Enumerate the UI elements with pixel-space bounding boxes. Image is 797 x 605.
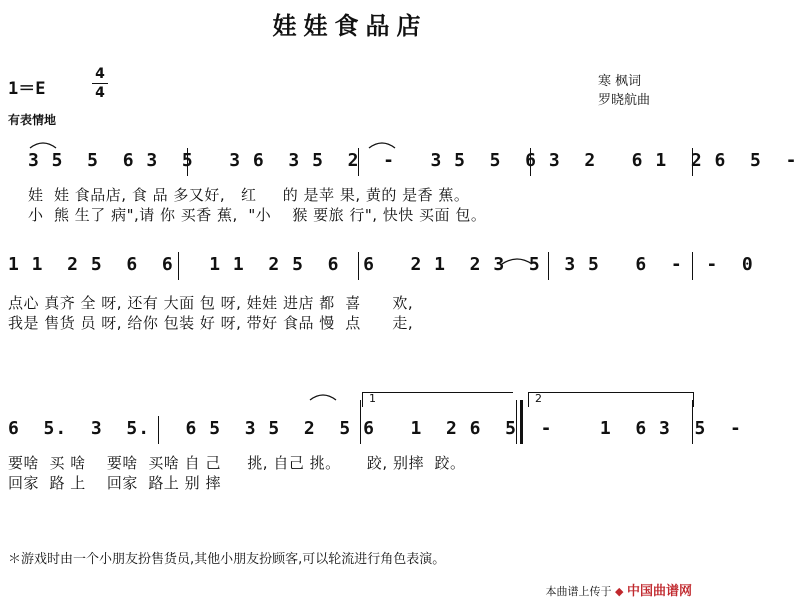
- time-signature-bottom: 4: [95, 85, 105, 101]
- page-title: 娃娃食品店: [272, 12, 428, 40]
- barline: [548, 252, 549, 280]
- lyric-verse-1: 娃 娃 食品店, 食 品 多又好, 红 的 是苹 果, 黄的 是香 蕉。: [28, 186, 470, 204]
- score-line-3: [0, 386, 742, 496]
- lyric-verse-2: 回家 路 上 回家 路上 别 摔: [8, 474, 221, 492]
- score-line-2: [0, 246, 754, 336]
- notation-line: 6 5. 3 5. 6 5 3 5 2 5 6 1 2 6 5 - 1 6 3 5 -: [8, 418, 742, 439]
- time-signature-top: 4: [95, 66, 105, 82]
- notation-line: 3 5 5 6 3 5 3 6 3 5 2 - 3 5 5 6 3 2 6 1 2 6 5 -: [28, 150, 797, 171]
- volta-bracket-second: [528, 392, 694, 407]
- lyric-verse-1: 要啥 买 啥 要啥 买啥 自 己 挑, 自己 挑。 跤, 别摔 跤。: [8, 454, 466, 472]
- composer-credit: 罗晓航曲: [598, 93, 651, 108]
- lyricist-credit: 寒 枫词: [598, 74, 642, 89]
- volta-bracket-first: [362, 392, 513, 407]
- repeat-barline: [516, 400, 517, 444]
- barline: [692, 400, 693, 444]
- barline: [360, 400, 361, 444]
- time-signature-divider: [92, 83, 108, 84]
- footnote: ＊游戏时由一个小朋友扮售货员,其他小朋友扮顾客,可以轮流进行角色表演。: [8, 552, 446, 567]
- barline: [692, 252, 693, 280]
- lyric-verse-1: 点心 真齐 全 呀, 还有 大面 包 呀, 娃娃 进店 都 喜 欢,: [8, 294, 414, 312]
- source-prefix: 本曲谱上传于: [545, 585, 612, 598]
- barline: [358, 148, 359, 176]
- score-line-1: [0, 140, 797, 230]
- barline: [530, 148, 531, 176]
- slur-mark: [308, 390, 338, 402]
- slur-mark: [28, 138, 58, 150]
- slur-mark: [367, 138, 397, 150]
- barline: [187, 148, 188, 176]
- source-brand[interactable]: 中国曲谱网: [626, 584, 692, 599]
- source-credit: [546, 580, 692, 599]
- volta-label-second: 2: [535, 392, 542, 405]
- barline: [178, 252, 179, 280]
- lyric-verse-2: 我是 售货 员 呀, 给你 包装 好 呀, 带好 食品 慢 点 走,: [8, 314, 414, 332]
- time-signature: [89, 66, 111, 101]
- source-logo-icon: ◆: [615, 585, 624, 598]
- repeat-barline-thick: [520, 400, 523, 444]
- lyric-verse-2: 小 熊 生了 病",请 你 买香 蕉, "小 猴 要旅 行", 快快 买面 包。: [28, 206, 487, 224]
- barline: [158, 416, 159, 444]
- key-signature: 1＝E: [8, 79, 46, 99]
- notation-line: 1 1 2 5 6 6 1 1 2 5 6 6 2 1 2 3 5 3 5 6 - - 0: [8, 254, 754, 275]
- barline: [692, 148, 693, 176]
- barline: [358, 252, 359, 280]
- volta-label-first: 1: [369, 392, 376, 405]
- expression-mark: 有表情地: [8, 113, 57, 127]
